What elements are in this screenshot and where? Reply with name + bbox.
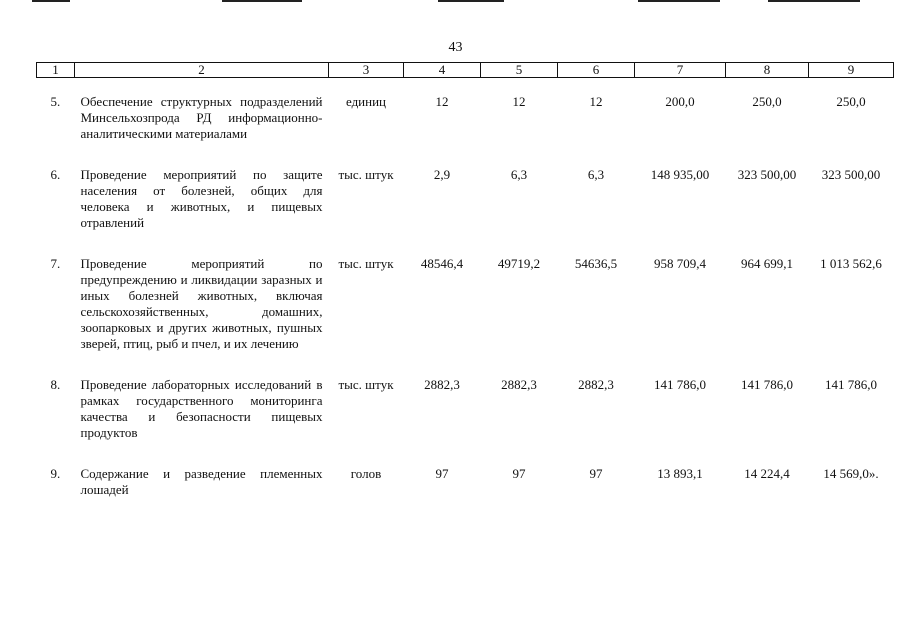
row-value-col6: 6,3: [587, 167, 605, 182]
row-value-col7: 148 935,00: [650, 167, 710, 182]
column-header-4: 4: [404, 63, 481, 78]
row-value-col6: 54636,5: [574, 256, 618, 271]
header-spacer: [37, 78, 894, 95]
scan-edge-mark: [638, 0, 720, 2]
column-header-5: 5: [481, 63, 558, 78]
row-value-col9: 14 569,0».: [823, 466, 879, 481]
row-number: 9.: [50, 466, 61, 481]
row-unit: тыс. штук: [338, 256, 394, 271]
column-header-9: 9: [809, 63, 894, 78]
row-number: 7.: [50, 256, 61, 271]
row-value-col5: 12: [512, 94, 526, 109]
row-description: Проведение лабораторных исследований в рамках государственного мониторинга качества и безопасности пищевых продуктов: [80, 377, 323, 440]
column-header-2: 2: [75, 63, 329, 78]
row-value-col4: 12: [435, 94, 449, 109]
page-number: 43: [448, 40, 463, 55]
row-value-col5: 2882,3: [501, 377, 537, 392]
column-header-1: 1: [37, 63, 75, 78]
table-row: [37, 256, 894, 377]
row-unit: голов: [350, 466, 382, 481]
row-value-col5: 6,3: [510, 167, 528, 182]
row-value-col7: 958 709,4: [654, 256, 706, 271]
row-value-col8: 323 500,00: [737, 167, 797, 182]
row-value-col9: 250,0: [836, 94, 866, 109]
row-value-col8: 250,0: [752, 94, 782, 109]
row-value-col9: 141 786,0: [825, 377, 877, 392]
scan-edge-mark: [768, 0, 860, 2]
row-description: Обеспечение структурных подразделений Минсельхозпрода РД информационно-аналитическими материалами: [80, 94, 323, 141]
row-number: 6.: [50, 167, 61, 182]
program-table: [36, 62, 894, 523]
row-unit: тыс. штук: [338, 377, 394, 392]
row-value-col6: 2882,3: [578, 377, 614, 392]
row-value-col9: 323 500,00: [821, 167, 881, 182]
table-body: [37, 78, 894, 524]
row-value-col7: 200,0: [665, 94, 695, 109]
table-row: [37, 377, 894, 466]
row-unit: тыс. штук: [338, 167, 394, 182]
row-value-col6: 97: [589, 466, 603, 481]
column-header-6: 6: [558, 63, 635, 78]
scan-edge-mark: [32, 0, 70, 2]
column-header-7: 7: [635, 63, 726, 78]
scan-edge-mark: [438, 0, 504, 2]
row-description: Проведение мероприятий по предупреждению и ликвидации заразных и иных болезней животных, включая сельскохозяйственных, домашних, зоопарковых и других животных, пушных зверей, птиц, рыб и пчел, и их лечению: [80, 256, 323, 351]
table-row: [37, 167, 894, 256]
row-value-col8: 14 224,4: [744, 466, 790, 481]
row-unit: единиц: [345, 94, 387, 109]
row-value-col9: 1 013 562,6: [820, 256, 882, 271]
header-row: [37, 63, 894, 78]
row-value-col7: 141 786,0: [654, 377, 706, 392]
table-row: [37, 94, 894, 167]
row-value-col5: 49719,2: [497, 256, 541, 271]
row-value-col4: 48546,4: [420, 256, 464, 271]
row-value-col7: 13 893,1: [657, 466, 703, 481]
row-value-col6: 12: [589, 94, 603, 109]
row-description: Содержание и разведение племенных лошадей: [80, 466, 323, 497]
column-header-3: 3: [329, 63, 404, 78]
row-value-col4: 2882,3: [424, 377, 460, 392]
row-value-col4: 2,9: [433, 167, 451, 182]
row-number: 8.: [50, 377, 61, 392]
row-number: 5.: [50, 94, 61, 109]
table-row: [37, 466, 894, 523]
scan-edge-mark: [222, 0, 302, 2]
row-value-col8: 141 786,0: [741, 377, 793, 392]
row-value-col8: 964 699,1: [741, 256, 793, 271]
column-header-8: 8: [726, 63, 809, 78]
row-value-col5: 97: [512, 466, 526, 481]
row-value-col4: 97: [435, 466, 449, 481]
row-description: Проведение мероприятий по защите населения от болезней, общих для человека и животных, и пищевых отравлений: [80, 167, 323, 230]
